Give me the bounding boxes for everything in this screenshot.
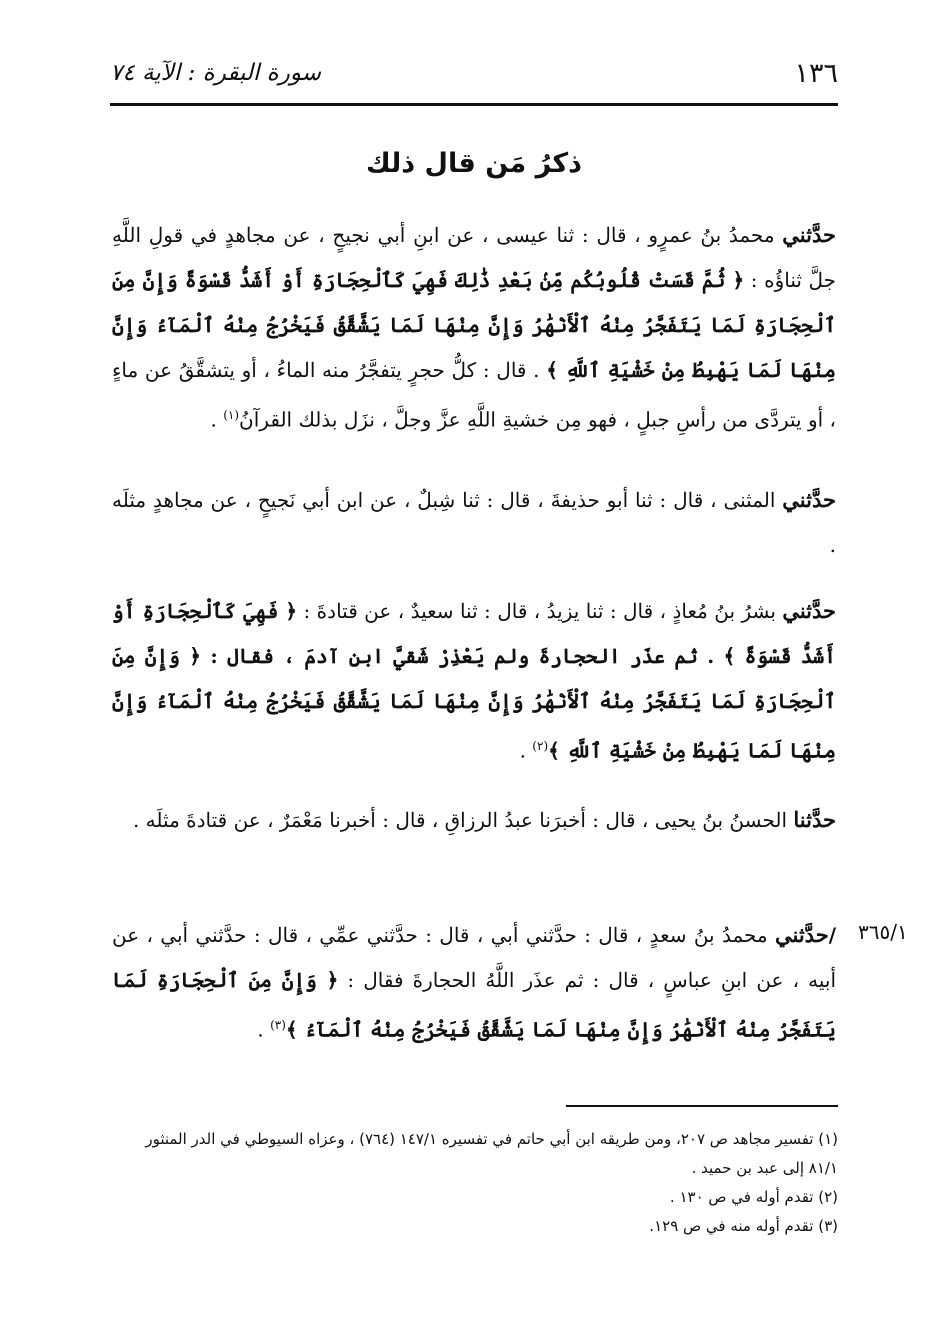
paragraph-5	[112, 912, 836, 1053]
paragraph-text: الحسنُ بنُ يحيى ، قال : أخبرَنا عبدُ الرزاقِ ، قال : أخبرنا مَعْمَرٌ ، عن قتادةَ مثلَه .	[132, 808, 794, 832]
paragraph-1	[112, 212, 836, 443]
quran-verse: ﴿ وَإِنَّ مِنَ ٱلْحِجَارَةِ لَمَا يَتَفَجَّرُ مِنْهُ ٱلْأَنْهَٰرُ وَإِنَّ مِنْهَا لَمَا يَشَّقَّقُ فَيَخْرُجُ مِنْهُ ٱلْمَآءُ ﴾	[112, 968, 836, 1042]
paragraph-end: .	[210, 407, 224, 432]
quran-verse: ﴿ فَهِيَ كَٱلْحِجَارَةِ أَوْ أَشَدُّ قَسْوَةً ﴾	[112, 599, 836, 668]
footnote-ref[interactable]: (٣)	[270, 1018, 286, 1032]
footnote-1: (١) تفسير مجاهد ص ٢٠٧، ومن طريقه ابن أبي حاتم في تفسيره ١٤٧/١ (٧٦٤) ، وعزاه السيوطي في الدر المنثور ٨١/١ إلى عبد بن حميد .	[145, 1130, 838, 1177]
paragraph-end: .	[257, 1017, 271, 1042]
paragraph-lead: حدَّثني	[782, 598, 837, 623]
section-title: ذكرُ مَن قال ذلك	[366, 148, 582, 179]
footnote-rule	[566, 1105, 838, 1107]
header-rule	[110, 103, 838, 106]
paragraph-3	[112, 588, 836, 774]
paragraph-lead: حدَّثني	[782, 222, 836, 247]
footnote-ref[interactable]: (١)	[223, 408, 240, 422]
paragraph-2	[112, 477, 836, 568]
footnote-2: (٢) تقدم أوله في ص ١٣٠ .	[669, 1188, 838, 1206]
paragraph-text: بشرُ بنُ مُعاذٍ ، قال : ثنا يزيدُ ، قال : ثنا سعيدٌ ، عن قتادةَ :	[297, 599, 783, 623]
paragraph-lead: حدَّثنا	[793, 807, 836, 832]
paragraph-text: محمدُ بنُ عمرٍو ، قال : ثنا عيسى ، عن ابنِ أبي نجيحٍ ، عن مجاهدٍ في قولِ اللَّهِ جلَّ ثناؤُه :	[112, 223, 836, 292]
paragraph-end: .	[519, 738, 533, 763]
paragraph-lead: حدَّثني	[782, 487, 836, 512]
running-head: سورة البقرة : الآية ٧٤	[110, 60, 321, 86]
quran-verse-continuation: . ثم عذَر الحجارةَ ولم يَعْذِرْ شَقيَّ ابنِ آدمَ ، فقال : ﴿ وَإِنَّ مِنَ ٱلْحِجَارَةِ لَمَا يَتَفَجَّرُ مِنْهُ ٱلْأَنْهَٰرُ وَإِنَّ مِنْهَا لَمَا يَشَّقَّقُ فَيَخْرُجُ مِنْهُ ٱلْمَآءُ وَإِنَّ مِنْهَا لَمَا يَهْبِطُ مِنْ خَشْيَةِ ٱللَّهِ ﴾	[112, 644, 836, 763]
quran-verse: ﴿ ثُمَّ قَسَتْ قُلُوبُكُم مِّنۢ بَعْدِ ذَٰلِكَ فَهِيَ كَٱلْحِجَارَةِ أَوْ أَشَدُّ قَسْوَةً وَإِنَّ مِنَ ٱلْحِجَارَةِ لَمَا يَتَفَجَّرُ مِنْهُ ٱلْأَنْهَٰرُ وَإِنَّ مِنْهَا لَمَا يَشَّقَّقُ فَيَخْرُجُ مِنْهُ ٱلْمَآءُ وَإِنَّ مِنْهَا لَمَا يَهْبِطُ مِنْ خَشْيَةِ ٱللَّهِ ﴾	[112, 268, 836, 382]
footnote-3: (٣) تقدم أوله منه في ص ١٢٩.	[649, 1217, 838, 1235]
paragraph-text: . قال : كلُّ حجرٍ يتفجَّرُ منه الماءُ ، أو يتشقَّقُ عن ماءٍ ، أو يتردَّى من رأسِ جبلٍ ، فهو مِن خشيةِ اللَّهِ عزَّ وجلَّ ، نزَل بذلك القرآنُ	[112, 358, 836, 432]
page-header	[110, 52, 838, 94]
footnote-ref[interactable]: (٢)	[532, 739, 549, 753]
footnotes	[112, 1125, 838, 1241]
paragraph-text: محمدُ بنُ سعدٍ ، قال : حدَّثني أبي ، قال : حدَّثني عمِّي ، قال : حدَّثني أبي ، عن أبيه ، عن ابنِ عباسٍ ، قال : ثم عذَر اللَّهُ الحجارةَ فقال :	[112, 923, 836, 992]
paragraph-lead: حدَّثني	[774, 922, 829, 947]
margin-page-reference: ٣٦٥/١	[858, 920, 908, 944]
paragraph-4	[112, 797, 836, 843]
page-number: ١٣٦	[794, 57, 838, 89]
page-break-marker: /	[828, 923, 836, 947]
paragraph-text: المثنى ، قال : ثنا أبو حذيفةَ ، قال : ثنا شِبلٌ ، عن ابن أبي نَجيحٍ ، عن مجاهدٍ مثلَه .	[112, 488, 836, 557]
